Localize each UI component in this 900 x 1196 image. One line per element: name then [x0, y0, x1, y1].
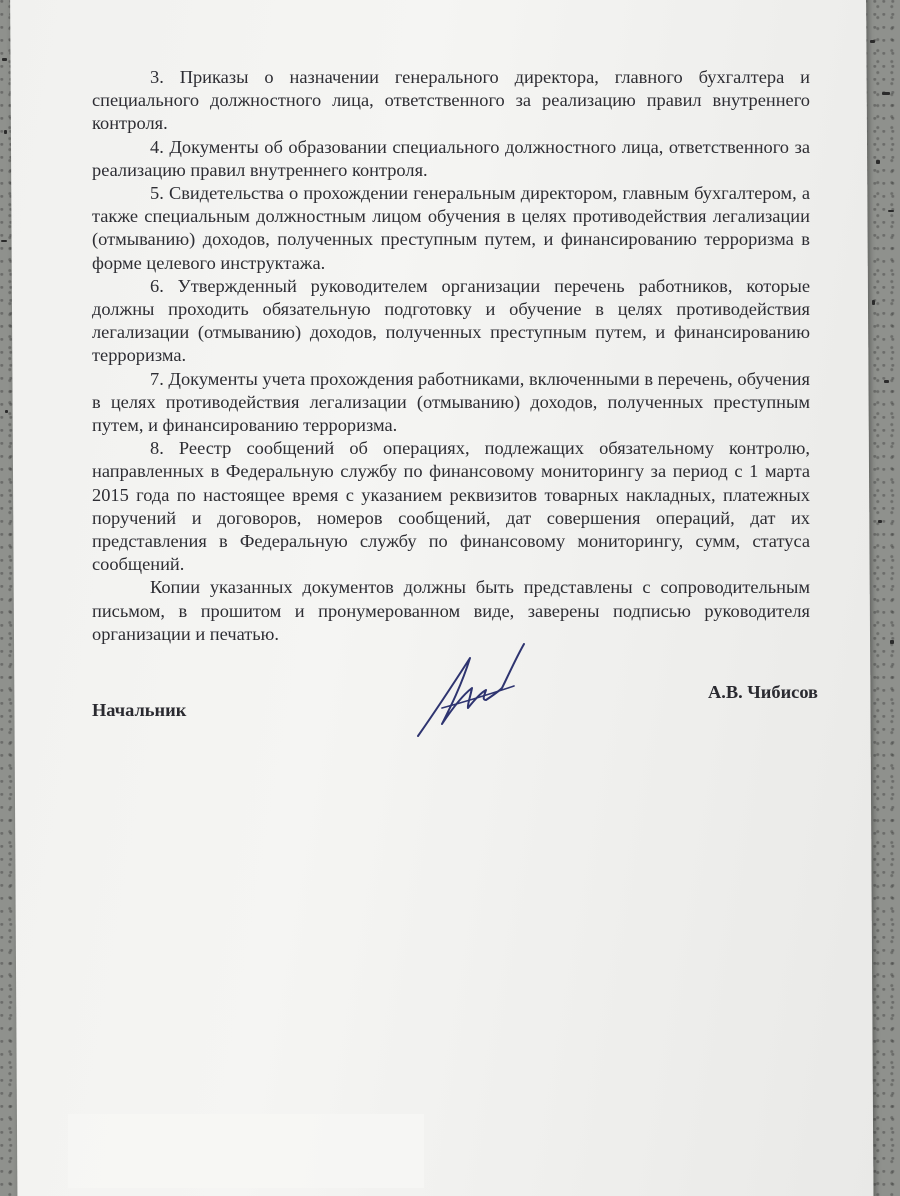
paragraph-item-8: 8. Реестр сообщений об операциях, подлежащих обязательному контролю, направленных в Федеральную службу по финансовому мониторингу за период с 1 марта 2015 года по настоящее время с указанием реквизитов товарных накладных, платежных поручений и договоров, номеров сообщений, дат совершения операций, дат их представления в Федеральную службу по финансовому мониторингу, сумм, статуса сообщений.: [92, 438, 810, 575]
background-speck: [884, 380, 889, 383]
background-speck: [2, 58, 7, 61]
background-speck: [870, 40, 875, 43]
handwritten-signature: [412, 636, 532, 746]
background-speck: [878, 520, 882, 523]
paragraph-item-5: 5. Свидетельства о прохождении генеральным директором, главным бухгалтером, а также специальным должностным лицом обучения в целях противодействия легализации (отмыванию) доходов, полученных преступным путем, и финансированию терроризма в форме целевого инструктажа.: [92, 183, 810, 273]
background-speck: [4, 130, 7, 134]
document-body: [92, 66, 810, 646]
paragraph-item-6: 6. Утвержденный руководителем организации перечень работников, которые должны проходить обязательную подготовку и обучение в целях противодействия легализации (отмыванию) доходов, полученных преступным путем, и финансированию терроризма.: [92, 275, 810, 366]
closing-paragraph: Копии указанных документов должны быть представлены с сопроводительным письмом, в прошитом и пронумерованном виде, заверены подписью руководителя организации и печатью.: [92, 577, 810, 644]
background-speck: [872, 300, 875, 305]
background-speck: [876, 160, 880, 164]
paragraph-item-7: 7. Документы учета прохождения работниками, включенными в перечень, обучения в целях противодействия легализации (отмыванию) доходов, полученных преступным путем, и финансированию терроризма.: [92, 368, 810, 436]
signatory-title: Начальник: [92, 700, 187, 720]
paragraph-item-4: 4. Документы об образовании специального должностного лица, ответственного за реализацию правил внутреннего контроля.: [92, 136, 810, 180]
background-speck: [5, 410, 8, 413]
background-speck: [890, 640, 894, 644]
signatory-name: А.В. Чибисов: [707, 682, 818, 702]
background-speck: [882, 92, 890, 95]
background-speck: [1, 240, 7, 242]
background-speck: [888, 210, 894, 212]
paragraph-item-3: 3. Приказы о назначении генерального директора, главного бухгалтера и специального должностного лица, ответственного за реализацию правил внутреннего контроля.: [92, 67, 810, 134]
redacted-area: [68, 1114, 424, 1188]
